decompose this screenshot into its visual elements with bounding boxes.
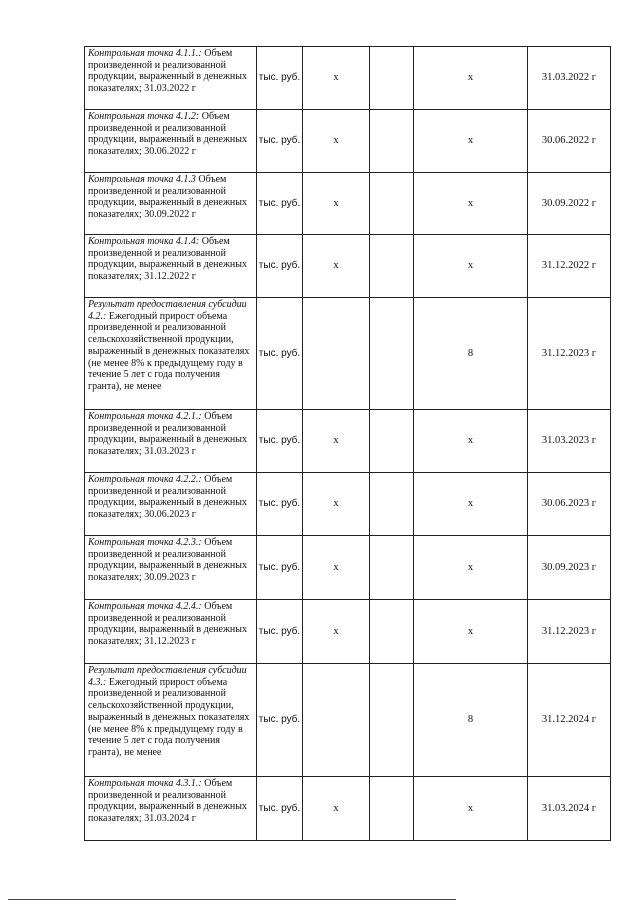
indicator-text: Ежегодный прирост объема произведенной и реализованной сельскохозяйственной продукции, выраженный в денежных показателях (не менее 8% к предыдущему году в течение 5 лет с года получения гранта), не менее	[88, 310, 250, 392]
extra-cell	[370, 298, 414, 410]
unit-cell: тыс. руб.	[257, 173, 303, 235]
extra-cell	[370, 600, 414, 664]
date-cell: 30.06.2022 г	[528, 110, 611, 173]
indicator-text: Объем произведенной и реализованной продукции, выраженный в денежных показателях; 30.06.2022 г	[88, 111, 247, 158]
value-cell: x	[414, 410, 528, 473]
plan-cell: x	[303, 536, 370, 600]
table-row	[85, 110, 611, 173]
indicator-description-cell	[85, 110, 257, 173]
unit-cell: тыс. руб.	[257, 410, 303, 473]
indicator-label: Контрольная точка 4.2.3.:	[88, 537, 202, 548]
date-cell: 31.03.2023 г	[528, 410, 611, 473]
extra-cell	[370, 110, 414, 173]
value-cell: x	[414, 110, 528, 173]
indicator-description-cell	[85, 473, 257, 536]
indicator-text: Ежегодный прирост объема произведенной и реализованной сельскохозяйственной продукции, выраженный в денежных показателях (не менее 8% к предыдущему году в течение 5 лет с года получения гранта), не менее	[88, 676, 250, 758]
table-row	[85, 47, 611, 110]
indicator-label: Контрольная точка 4.2.1.:	[88, 411, 202, 422]
plan-cell	[303, 298, 370, 410]
report-table	[84, 46, 611, 841]
extra-cell	[370, 777, 414, 841]
plan-cell	[303, 664, 370, 777]
date-cell: 31.12.2023 г	[528, 600, 611, 664]
unit-cell: тыс. руб.	[257, 664, 303, 777]
indicator-label: Контрольная точка 4.2.2.:	[88, 474, 202, 485]
indicator-text: Объем произведенной и реализованной продукции, выраженный в денежных показателях; 31.03.2023 г	[88, 411, 247, 458]
table-row	[85, 235, 611, 298]
date-cell: 31.03.2022 г	[528, 47, 611, 110]
extra-cell	[370, 473, 414, 536]
value-cell: x	[414, 47, 528, 110]
plan-cell: x	[303, 473, 370, 536]
value-cell: x	[414, 473, 528, 536]
table-row	[85, 600, 611, 664]
indicator-description-cell	[85, 600, 257, 664]
plan-cell: x	[303, 173, 370, 235]
extra-cell	[370, 235, 414, 298]
date-cell: 31.12.2024 г	[528, 664, 611, 777]
indicator-description-cell	[85, 536, 257, 600]
value-cell: x	[414, 600, 528, 664]
unit-cell: тыс. руб.	[257, 600, 303, 664]
indicator-label: Контрольная точка 4.2.4.:	[88, 601, 202, 612]
indicator-label: Контрольная точка 4.1.4:	[88, 236, 200, 247]
unit-cell: тыс. руб.	[257, 110, 303, 173]
unit-cell: тыс. руб.	[257, 473, 303, 536]
extra-cell	[370, 410, 414, 473]
plan-cell: x	[303, 600, 370, 664]
date-cell: 30.09.2022 г	[528, 173, 611, 235]
plan-cell: x	[303, 410, 370, 473]
plan-cell: x	[303, 110, 370, 173]
indicator-description-cell	[85, 47, 257, 110]
indicator-label: Контрольная точка 4.1.1.:	[88, 48, 202, 59]
plan-cell: x	[303, 777, 370, 841]
indicator-text: Объем произведенной и реализованной продукции, выраженный в денежных показателях; 30.09.2022 г	[88, 174, 247, 221]
indicator-description-cell	[85, 235, 257, 298]
date-cell: 30.09.2023 г	[528, 536, 611, 600]
value-cell: x	[414, 777, 528, 841]
plan-cell: x	[303, 235, 370, 298]
unit-cell: тыс. руб.	[257, 777, 303, 841]
indicator-description-cell	[85, 173, 257, 235]
value-cell: x	[414, 536, 528, 600]
date-cell: 30.06.2023 г	[528, 473, 611, 536]
unit-cell: тыс. руб.	[257, 536, 303, 600]
plan-cell: x	[303, 47, 370, 110]
value-cell: x	[414, 173, 528, 235]
indicator-label: Контрольная точка 4.1.3	[88, 174, 196, 185]
indicator-label: Контрольная точка 4.1.2:	[88, 111, 200, 122]
table-row	[85, 173, 611, 235]
date-cell: 31.03.2024 г	[528, 777, 611, 841]
table-row	[85, 298, 611, 410]
indicator-description-cell	[85, 410, 257, 473]
footnote-divider	[8, 899, 456, 900]
indicator-text: Объем произведенной и реализованной продукции, выраженный в денежных показателях; 31.12.2023 г	[88, 601, 247, 648]
indicator-label: Результат предоставления субсидии 4.3.:	[88, 665, 247, 688]
indicator-text: Объем произведенной и реализованной продукции, выраженный в денежных показателях; 30.09.2023 г	[88, 537, 247, 584]
unit-cell: тыс. руб.	[257, 235, 303, 298]
indicator-label: Контрольная точка 4.3.1.:	[88, 778, 202, 789]
indicator-text: Объем произведенной и реализованной продукции, выраженный в денежных показателях; 30.06.2023 г	[88, 474, 247, 521]
table-row	[85, 664, 611, 777]
indicator-description-cell	[85, 298, 257, 410]
value-cell: 8	[414, 664, 528, 777]
date-cell: 31.12.2022 г	[528, 235, 611, 298]
extra-cell	[370, 536, 414, 600]
unit-cell: тыс. руб.	[257, 47, 303, 110]
table-row	[85, 777, 611, 841]
table-row	[85, 473, 611, 536]
indicator-text: Объем произведенной и реализованной продукции, выраженный в денежных показателях; 31.12.2022 г	[88, 236, 247, 283]
extra-cell	[370, 47, 414, 110]
value-cell: 8	[414, 298, 528, 410]
extra-cell	[370, 664, 414, 777]
indicator-text: Объем произведенной и реализованной продукции, выраженный в денежных показателях; 31.03.2024 г	[88, 778, 247, 825]
table-row	[85, 410, 611, 473]
table-row	[85, 536, 611, 600]
indicator-description-cell	[85, 777, 257, 841]
indicator-text: Объем произведенной и реализованной продукции, выраженный в денежных показателях; 31.03.2022 г	[88, 48, 247, 95]
value-cell: x	[414, 235, 528, 298]
extra-cell	[370, 173, 414, 235]
indicator-description-cell	[85, 664, 257, 777]
unit-cell: тыс. руб.	[257, 298, 303, 410]
table-body	[85, 47, 611, 841]
date-cell: 31.12.2023 г	[528, 298, 611, 410]
indicator-label: Результат предоставления субсидии 4.2.:	[88, 299, 247, 322]
